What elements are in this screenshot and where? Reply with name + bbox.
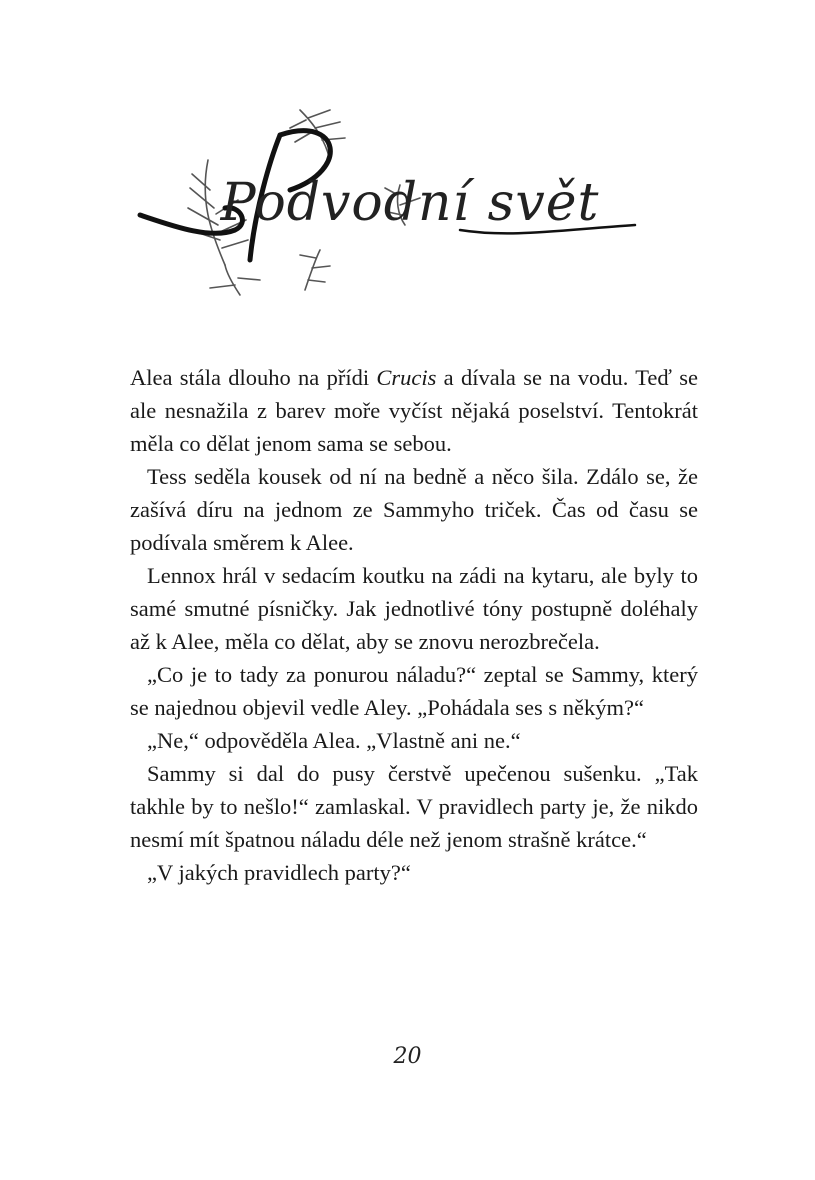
chapter-title-illustration: [130, 90, 650, 315]
paragraph: „Co je to tady za ponurou náladu?“ zeptal se Sammy, který se najednou objevil vedle Aley. „Pohádala ses s někým?“: [130, 662, 698, 720]
ship-name: Crucis: [376, 365, 437, 390]
page-number: 20: [393, 1044, 422, 1069]
paragraph: Sammy si dal do pusy čerstvě upečenou sušenku. „Tak takhle by to nešlo!“ zamlaskal. V pravidlech party je, že nikdo nesmí mít špatnou náladu déle než jenom strašně krátce.“: [130, 761, 698, 852]
paragraph: Tess seděla kousek od ní na bedně a něco šila. Zdálo se, že zašívá díru na jednom ze Sammyho triček. Čas od času se podívala směrem k Alee.: [130, 464, 698, 555]
paragraph: Alea stála dlouho na přídi Crucis a dívala se na vodu. Teď se ale nesnažila z barev moře vyčíst nějaká poselství. Tentokrát měla co dělat jenom sama se sebou.: [130, 365, 698, 456]
body-text: [130, 361, 698, 889]
paragraph: „V jakých pravidlech party?“: [147, 860, 411, 885]
paragraph: Lennox hrál v sedacím koutku na zádi na kytaru, ale byly to samé smutné písničky. Jak jednotlivé tóny postupně doléhaly až k Alee, měla co dělat, aby se znovu nerozbrečela.: [130, 563, 698, 654]
paragraph: „Ne,“ odpověděla Alea. „Vlastně ani ne.“: [147, 728, 521, 753]
chapter-title: Podvodní svět: [220, 172, 600, 233]
